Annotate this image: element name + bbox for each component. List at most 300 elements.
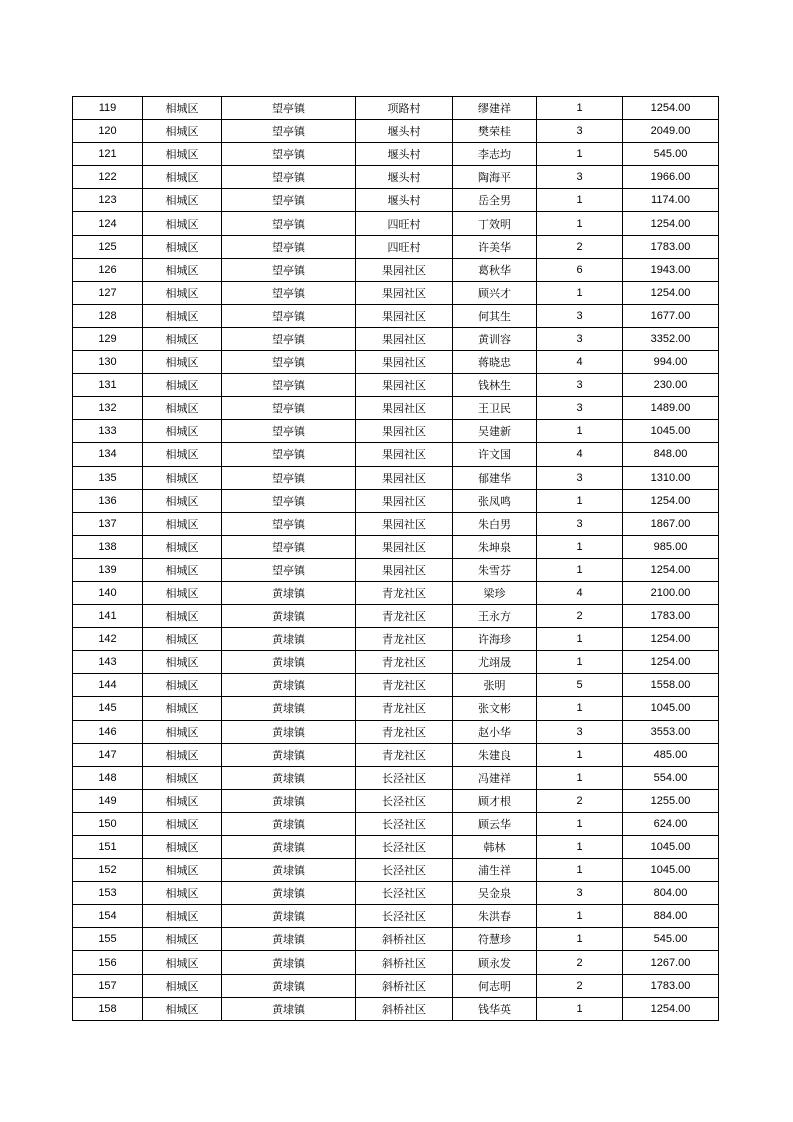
cell-row-number: 126 <box>73 258 143 281</box>
cell-amount: 1045.00 <box>623 697 719 720</box>
cell-amount: 2100.00 <box>623 581 719 604</box>
table-row <box>73 258 719 281</box>
cell-town: 黄埭镇 <box>222 605 356 628</box>
cell-row-number: 139 <box>73 558 143 581</box>
cell-household-size: 1 <box>537 420 623 443</box>
cell-district: 相城区 <box>143 212 222 235</box>
cell-household-size: 3 <box>537 166 623 189</box>
cell-person-name: 岳全男 <box>453 189 537 212</box>
cell-household-size: 1 <box>537 535 623 558</box>
table-row <box>73 189 719 212</box>
cell-household-size: 1 <box>537 859 623 882</box>
cell-district: 相城区 <box>143 697 222 720</box>
cell-town: 望亭镇 <box>222 212 356 235</box>
cell-person-name: 何志明 <box>453 974 537 997</box>
cell-district: 相城区 <box>143 120 222 143</box>
cell-district: 相城区 <box>143 304 222 327</box>
cell-town: 黄埭镇 <box>222 997 356 1020</box>
cell-person-name: 陶海平 <box>453 166 537 189</box>
cell-row-number: 124 <box>73 212 143 235</box>
cell-amount: 485.00 <box>623 743 719 766</box>
cell-amount: 230.00 <box>623 374 719 397</box>
table-row <box>73 836 719 859</box>
table-row <box>73 789 719 812</box>
cell-person-name: 朱建良 <box>453 743 537 766</box>
cell-district: 相城区 <box>143 951 222 974</box>
cell-row-number: 121 <box>73 143 143 166</box>
cell-town: 黄埭镇 <box>222 836 356 859</box>
cell-village: 果园社区 <box>356 535 453 558</box>
table-row <box>73 674 719 697</box>
table-row <box>73 443 719 466</box>
cell-village: 果园社区 <box>356 466 453 489</box>
table-row <box>73 974 719 997</box>
cell-amount: 1966.00 <box>623 166 719 189</box>
cell-town: 望亭镇 <box>222 512 356 535</box>
table-row <box>73 882 719 905</box>
cell-person-name: 顾云华 <box>453 812 537 835</box>
table-row <box>73 812 719 835</box>
cell-amount: 1267.00 <box>623 951 719 974</box>
cell-district: 相城区 <box>143 535 222 558</box>
cell-village: 果园社区 <box>356 351 453 374</box>
cell-district: 相城区 <box>143 605 222 628</box>
table-row <box>73 327 719 350</box>
cell-household-size: 1 <box>537 628 623 651</box>
table-row <box>73 466 719 489</box>
cell-amount: 985.00 <box>623 535 719 558</box>
cell-village: 青龙社区 <box>356 720 453 743</box>
table-row <box>73 905 719 928</box>
cell-row-number: 157 <box>73 974 143 997</box>
cell-village: 长泾社区 <box>356 859 453 882</box>
cell-village: 堰头村 <box>356 143 453 166</box>
cell-village: 果园社区 <box>356 512 453 535</box>
data-table <box>72 96 719 1021</box>
cell-row-number: 125 <box>73 235 143 258</box>
cell-row-number: 131 <box>73 374 143 397</box>
cell-village: 果园社区 <box>356 281 453 304</box>
cell-town: 黄埭镇 <box>222 812 356 835</box>
table-row <box>73 720 719 743</box>
cell-district: 相城区 <box>143 489 222 512</box>
cell-town: 黄埭镇 <box>222 674 356 697</box>
cell-district: 相城区 <box>143 928 222 951</box>
cell-district: 相城区 <box>143 651 222 674</box>
cell-amount: 1254.00 <box>623 281 719 304</box>
cell-amount: 1254.00 <box>623 489 719 512</box>
cell-town: 望亭镇 <box>222 466 356 489</box>
cell-town: 黄埭镇 <box>222 789 356 812</box>
cell-row-number: 154 <box>73 905 143 928</box>
cell-town: 黄埭镇 <box>222 651 356 674</box>
cell-person-name: 蒋晓忠 <box>453 351 537 374</box>
cell-person-name: 张明 <box>453 674 537 697</box>
cell-row-number: 136 <box>73 489 143 512</box>
cell-household-size: 3 <box>537 466 623 489</box>
cell-village: 长泾社区 <box>356 905 453 928</box>
cell-village: 四旺村 <box>356 212 453 235</box>
cell-village: 果园社区 <box>356 558 453 581</box>
cell-district: 相城区 <box>143 235 222 258</box>
cell-row-number: 144 <box>73 674 143 697</box>
cell-amount: 1045.00 <box>623 836 719 859</box>
table-row <box>73 997 719 1020</box>
table-row <box>73 859 719 882</box>
cell-household-size: 3 <box>537 120 623 143</box>
cell-village: 果园社区 <box>356 327 453 350</box>
cell-household-size: 1 <box>537 743 623 766</box>
cell-row-number: 120 <box>73 120 143 143</box>
cell-town: 望亭镇 <box>222 143 356 166</box>
cell-village: 青龙社区 <box>356 605 453 628</box>
cell-row-number: 127 <box>73 281 143 304</box>
cell-row-number: 155 <box>73 928 143 951</box>
cell-household-size: 2 <box>537 605 623 628</box>
cell-village: 果园社区 <box>356 397 453 420</box>
cell-household-size: 3 <box>537 327 623 350</box>
table-row <box>73 512 719 535</box>
cell-amount: 884.00 <box>623 905 719 928</box>
cell-household-size: 1 <box>537 766 623 789</box>
cell-town: 望亭镇 <box>222 97 356 120</box>
cell-district: 相城区 <box>143 397 222 420</box>
cell-row-number: 148 <box>73 766 143 789</box>
cell-district: 相城区 <box>143 143 222 166</box>
cell-town: 黄埭镇 <box>222 859 356 882</box>
table-row <box>73 97 719 120</box>
cell-district: 相城区 <box>143 466 222 489</box>
cell-village: 果园社区 <box>356 489 453 512</box>
cell-household-size: 1 <box>537 212 623 235</box>
cell-village: 堰头村 <box>356 166 453 189</box>
cell-village: 长泾社区 <box>356 812 453 835</box>
cell-village: 四旺村 <box>356 235 453 258</box>
cell-district: 相城区 <box>143 281 222 304</box>
cell-town: 望亭镇 <box>222 189 356 212</box>
cell-household-size: 3 <box>537 882 623 905</box>
cell-amount: 3553.00 <box>623 720 719 743</box>
cell-amount: 1045.00 <box>623 859 719 882</box>
cell-household-size: 3 <box>537 720 623 743</box>
cell-amount: 1783.00 <box>623 235 719 258</box>
table-row <box>73 420 719 443</box>
cell-village: 青龙社区 <box>356 628 453 651</box>
cell-district: 相城区 <box>143 189 222 212</box>
cell-district: 相城区 <box>143 812 222 835</box>
cell-row-number: 147 <box>73 743 143 766</box>
cell-person-name: 吴金泉 <box>453 882 537 905</box>
cell-household-size: 1 <box>537 812 623 835</box>
cell-town: 黄埭镇 <box>222 697 356 720</box>
cell-district: 相城区 <box>143 351 222 374</box>
cell-district: 相城区 <box>143 97 222 120</box>
cell-village: 长泾社区 <box>356 836 453 859</box>
cell-village: 斜桥社区 <box>356 951 453 974</box>
cell-village: 斜桥社区 <box>356 974 453 997</box>
table-row <box>73 951 719 974</box>
cell-household-size: 1 <box>537 905 623 928</box>
cell-person-name: 丁效明 <box>453 212 537 235</box>
cell-village: 青龙社区 <box>356 651 453 674</box>
table-row <box>73 928 719 951</box>
cell-row-number: 151 <box>73 836 143 859</box>
cell-village: 青龙社区 <box>356 697 453 720</box>
cell-amount: 3352.00 <box>623 327 719 350</box>
cell-amount: 1254.00 <box>623 651 719 674</box>
cell-person-name: 顾兴才 <box>453 281 537 304</box>
cell-household-size: 1 <box>537 97 623 120</box>
cell-district: 相城区 <box>143 374 222 397</box>
cell-person-name: 梁珍 <box>453 581 537 604</box>
table-row <box>73 558 719 581</box>
cell-person-name: 张文彬 <box>453 697 537 720</box>
cell-town: 黄埭镇 <box>222 974 356 997</box>
cell-person-name: 张凤鸣 <box>453 489 537 512</box>
cell-amount: 624.00 <box>623 812 719 835</box>
cell-town: 望亭镇 <box>222 397 356 420</box>
table-row <box>73 374 719 397</box>
cell-village: 项路村 <box>356 97 453 120</box>
table-row <box>73 351 719 374</box>
cell-row-number: 134 <box>73 443 143 466</box>
cell-village: 青龙社区 <box>356 674 453 697</box>
cell-amount: 1045.00 <box>623 420 719 443</box>
cell-row-number: 143 <box>73 651 143 674</box>
cell-district: 相城区 <box>143 327 222 350</box>
cell-person-name: 郁建华 <box>453 466 537 489</box>
cell-amount: 1254.00 <box>623 628 719 651</box>
table-row <box>73 235 719 258</box>
cell-row-number: 156 <box>73 951 143 974</box>
cell-amount: 554.00 <box>623 766 719 789</box>
cell-amount: 1254.00 <box>623 558 719 581</box>
cell-person-name: 赵小华 <box>453 720 537 743</box>
cell-row-number: 142 <box>73 628 143 651</box>
cell-row-number: 128 <box>73 304 143 327</box>
cell-household-size: 3 <box>537 304 623 327</box>
cell-person-name: 顾才根 <box>453 789 537 812</box>
table-row <box>73 166 719 189</box>
cell-person-name: 钱林生 <box>453 374 537 397</box>
cell-town: 望亭镇 <box>222 351 356 374</box>
cell-amount: 1254.00 <box>623 997 719 1020</box>
cell-person-name: 符慧珍 <box>453 928 537 951</box>
cell-household-size: 1 <box>537 997 623 1020</box>
table-row <box>73 766 719 789</box>
cell-household-size: 6 <box>537 258 623 281</box>
cell-row-number: 132 <box>73 397 143 420</box>
cell-town: 望亭镇 <box>222 374 356 397</box>
cell-household-size: 1 <box>537 651 623 674</box>
cell-district: 相城区 <box>143 997 222 1020</box>
cell-district: 相城区 <box>143 628 222 651</box>
cell-amount: 994.00 <box>623 351 719 374</box>
table-row <box>73 581 719 604</box>
cell-district: 相城区 <box>143 512 222 535</box>
cell-row-number: 137 <box>73 512 143 535</box>
table-row <box>73 697 719 720</box>
cell-town: 望亭镇 <box>222 443 356 466</box>
cell-district: 相城区 <box>143 743 222 766</box>
table-row <box>73 281 719 304</box>
cell-amount: 2049.00 <box>623 120 719 143</box>
cell-village: 青龙社区 <box>356 581 453 604</box>
cell-household-size: 2 <box>537 974 623 997</box>
cell-row-number: 153 <box>73 882 143 905</box>
cell-household-size: 4 <box>537 351 623 374</box>
cell-amount: 1174.00 <box>623 189 719 212</box>
cell-household-size: 3 <box>537 397 623 420</box>
cell-person-name: 浦生祥 <box>453 859 537 882</box>
cell-row-number: 119 <box>73 97 143 120</box>
cell-person-name: 王永方 <box>453 605 537 628</box>
cell-village: 青龙社区 <box>356 743 453 766</box>
cell-district: 相城区 <box>143 766 222 789</box>
cell-amount: 1783.00 <box>623 605 719 628</box>
cell-household-size: 5 <box>537 674 623 697</box>
cell-amount: 1783.00 <box>623 974 719 997</box>
cell-person-name: 许文国 <box>453 443 537 466</box>
table-row <box>73 143 719 166</box>
table-row <box>73 535 719 558</box>
cell-row-number: 150 <box>73 812 143 835</box>
cell-village: 斜桥社区 <box>356 997 453 1020</box>
cell-town: 黄埭镇 <box>222 905 356 928</box>
cell-district: 相城区 <box>143 859 222 882</box>
cell-person-name: 钱华英 <box>453 997 537 1020</box>
table-row <box>73 605 719 628</box>
cell-town: 望亭镇 <box>222 258 356 281</box>
cell-town: 望亭镇 <box>222 420 356 443</box>
cell-amount: 1677.00 <box>623 304 719 327</box>
cell-amount: 848.00 <box>623 443 719 466</box>
table-row <box>73 651 719 674</box>
cell-household-size: 4 <box>537 443 623 466</box>
cell-district: 相城区 <box>143 905 222 928</box>
cell-household-size: 1 <box>537 189 623 212</box>
cell-row-number: 145 <box>73 697 143 720</box>
cell-person-name: 缪建祥 <box>453 97 537 120</box>
cell-row-number: 141 <box>73 605 143 628</box>
cell-person-name: 冯建祥 <box>453 766 537 789</box>
cell-person-name: 顾永发 <box>453 951 537 974</box>
cell-person-name: 朱白男 <box>453 512 537 535</box>
table-row <box>73 743 719 766</box>
cell-district: 相城区 <box>143 558 222 581</box>
cell-town: 黄埭镇 <box>222 951 356 974</box>
cell-person-name: 吴建新 <box>453 420 537 443</box>
cell-household-size: 4 <box>537 581 623 604</box>
cell-village: 果园社区 <box>356 304 453 327</box>
cell-row-number: 130 <box>73 351 143 374</box>
cell-amount: 1255.00 <box>623 789 719 812</box>
cell-district: 相城区 <box>143 674 222 697</box>
cell-household-size: 1 <box>537 281 623 304</box>
cell-row-number: 140 <box>73 581 143 604</box>
cell-person-name: 王卫民 <box>453 397 537 420</box>
cell-village: 堰头村 <box>356 189 453 212</box>
cell-district: 相城区 <box>143 836 222 859</box>
cell-row-number: 123 <box>73 189 143 212</box>
cell-household-size: 2 <box>537 235 623 258</box>
cell-village: 长泾社区 <box>356 882 453 905</box>
table-row <box>73 489 719 512</box>
cell-person-name: 韩林 <box>453 836 537 859</box>
cell-household-size: 3 <box>537 374 623 397</box>
cell-district: 相城区 <box>143 166 222 189</box>
cell-town: 黄埭镇 <box>222 581 356 604</box>
cell-village: 果园社区 <box>356 420 453 443</box>
cell-town: 黄埭镇 <box>222 928 356 951</box>
cell-amount: 545.00 <box>623 143 719 166</box>
cell-person-name: 何其生 <box>453 304 537 327</box>
table-row <box>73 304 719 327</box>
table-row <box>73 120 719 143</box>
cell-row-number: 138 <box>73 535 143 558</box>
cell-person-name: 朱坤泉 <box>453 535 537 558</box>
cell-person-name: 李志均 <box>453 143 537 166</box>
cell-household-size: 1 <box>537 143 623 166</box>
cell-village: 堰头村 <box>356 120 453 143</box>
cell-district: 相城区 <box>143 974 222 997</box>
cell-person-name: 许海珍 <box>453 628 537 651</box>
cell-village: 果园社区 <box>356 443 453 466</box>
cell-amount: 1254.00 <box>623 97 719 120</box>
cell-district: 相城区 <box>143 443 222 466</box>
cell-row-number: 135 <box>73 466 143 489</box>
cell-household-size: 1 <box>537 836 623 859</box>
cell-row-number: 149 <box>73 789 143 812</box>
cell-town: 望亭镇 <box>222 166 356 189</box>
cell-village: 斜桥社区 <box>356 928 453 951</box>
cell-village: 长泾社区 <box>356 766 453 789</box>
cell-row-number: 129 <box>73 327 143 350</box>
cell-amount: 1489.00 <box>623 397 719 420</box>
cell-town: 望亭镇 <box>222 327 356 350</box>
cell-amount: 1310.00 <box>623 466 719 489</box>
cell-town: 望亭镇 <box>222 281 356 304</box>
cell-district: 相城区 <box>143 882 222 905</box>
cell-household-size: 1 <box>537 928 623 951</box>
cell-district: 相城区 <box>143 720 222 743</box>
cell-town: 望亭镇 <box>222 120 356 143</box>
cell-amount: 1867.00 <box>623 512 719 535</box>
cell-person-name: 黄训容 <box>453 327 537 350</box>
table-row <box>73 397 719 420</box>
cell-district: 相城区 <box>143 420 222 443</box>
table-row <box>73 628 719 651</box>
cell-person-name: 朱雪芬 <box>453 558 537 581</box>
cell-amount: 1254.00 <box>623 212 719 235</box>
cell-town: 黄埭镇 <box>222 720 356 743</box>
cell-village: 长泾社区 <box>356 789 453 812</box>
cell-row-number: 146 <box>73 720 143 743</box>
cell-town: 黄埭镇 <box>222 766 356 789</box>
cell-town: 望亭镇 <box>222 235 356 258</box>
cell-household-size: 1 <box>537 697 623 720</box>
cell-town: 望亭镇 <box>222 558 356 581</box>
cell-household-size: 1 <box>537 558 623 581</box>
cell-row-number: 158 <box>73 997 143 1020</box>
cell-person-name: 许美华 <box>453 235 537 258</box>
cell-person-name: 葛秋华 <box>453 258 537 281</box>
cell-amount: 804.00 <box>623 882 719 905</box>
cell-town: 黄埭镇 <box>222 628 356 651</box>
cell-district: 相城区 <box>143 581 222 604</box>
cell-person-name: 尤翊晟 <box>453 651 537 674</box>
cell-district: 相城区 <box>143 258 222 281</box>
